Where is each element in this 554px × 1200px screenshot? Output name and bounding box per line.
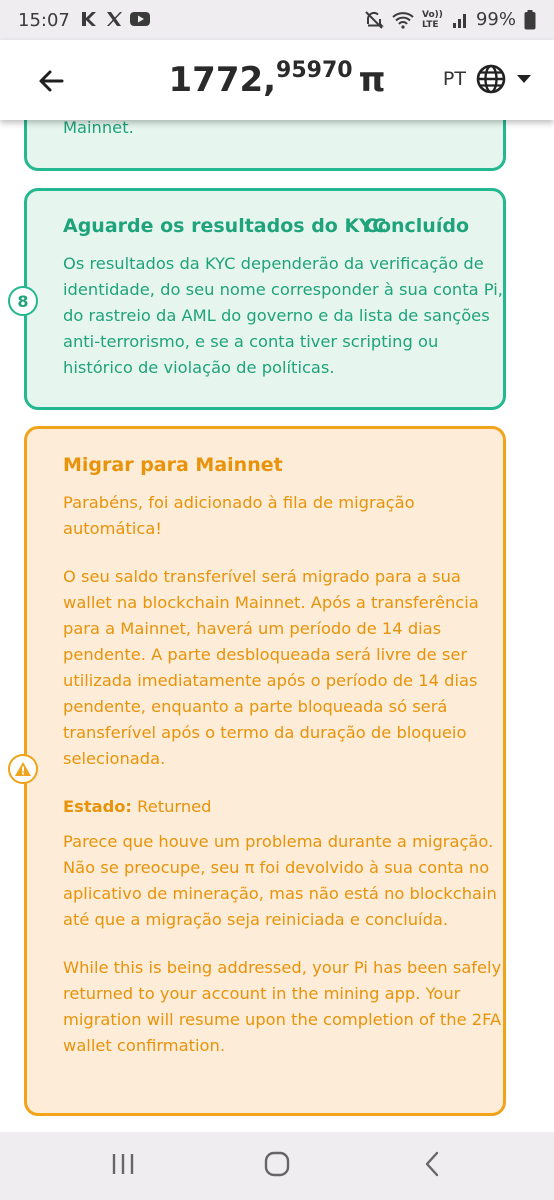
- steps-list[interactable]: [0, 120, 554, 1132]
- volte-icon: Vo)) LTE: [421, 9, 443, 30]
- step-number-badge: [8, 286, 38, 316]
- balance-integer: 1772,: [168, 60, 277, 100]
- notification-icons: [80, 10, 150, 28]
- back-nav-icon[interactable]: [422, 1150, 442, 1178]
- kyc-title: Aguarde os resultados do KYC: [63, 215, 387, 237]
- battery-percent: 99%: [475, 9, 516, 30]
- status-bar: [0, 0, 554, 40]
- warning-icon: [14, 761, 32, 777]
- system-icons: [364, 9, 536, 30]
- migrate-problem-text: Parece que houve um problema durante a migração. Não se preocupe, seu π foi devolvido à sua conta no aplicativo de mineração, mas não está no blockchain até que a migração seja reiniciada e concluída.: [63, 832, 497, 929]
- kyc-step-card: [24, 188, 506, 410]
- recent-apps-icon[interactable]: [110, 1150, 136, 1178]
- chevron-down-icon: [516, 74, 532, 84]
- app-bar: [0, 40, 554, 120]
- mute-icon: [364, 10, 384, 30]
- migrate-step-card: [24, 426, 506, 1116]
- kyc-body: Os resultados da KYC dependerão da verificação de identidade, do seu nome corresponder à sua conta Pi, do rastreio da AML do governo e da lista de sanções anti-terrorismo, e se a conta tiver scripting ou histórico de violação de políticas.: [63, 254, 503, 377]
- wifi-icon: [392, 11, 414, 29]
- warning-badge: [8, 754, 38, 784]
- signal-icon: [452, 12, 468, 28]
- home-icon[interactable]: [263, 1150, 291, 1178]
- battery-icon: [524, 10, 536, 30]
- status-time: 15:07: [18, 10, 70, 31]
- currency-symbol: π: [358, 60, 386, 100]
- migrate-description: O seu saldo transferível será migrado para a sua wallet na blockchain Mainnet. Após a transferência para a Mainnet, haverá um período de 14 dias pendente. A parte desbloqueada será livre de ser utilizada imediatamente após o período de 14 dias pendente, enquanto a parte bloqueada só será transferível após o termo da duração de bloqueio selecionada.: [63, 567, 479, 768]
- language-code: PT: [442, 68, 466, 90]
- previous-step-card: [24, 120, 506, 171]
- step-number: 8: [17, 291, 29, 311]
- state-label: Estado:: [63, 797, 132, 816]
- previous-step-text: Mainnet.: [63, 120, 134, 137]
- language-selector[interactable]: [443, 64, 532, 94]
- youtube-icon: [130, 11, 150, 27]
- x-icon: [105, 10, 123, 28]
- migrate-english-text: While this is being addressed, your Pi has been safely returned to your account in the mining app. Your migration will resume upon the completion of the 2FA wallet confirmation.: [63, 958, 502, 1055]
- migrate-state: [63, 794, 503, 820]
- balance-decimals: 95970: [276, 58, 353, 83]
- globe-icon: [476, 64, 506, 94]
- migrate-congrats: Parabéns, foi adicionado à fila de migração automática!: [63, 493, 415, 538]
- system-nav-bar: [0, 1132, 554, 1200]
- k-icon: [80, 10, 98, 28]
- migrate-title: Migrar para Mainnet: [63, 454, 283, 476]
- state-value: Returned: [137, 797, 212, 816]
- kyc-status: Concluído: [364, 215, 469, 237]
